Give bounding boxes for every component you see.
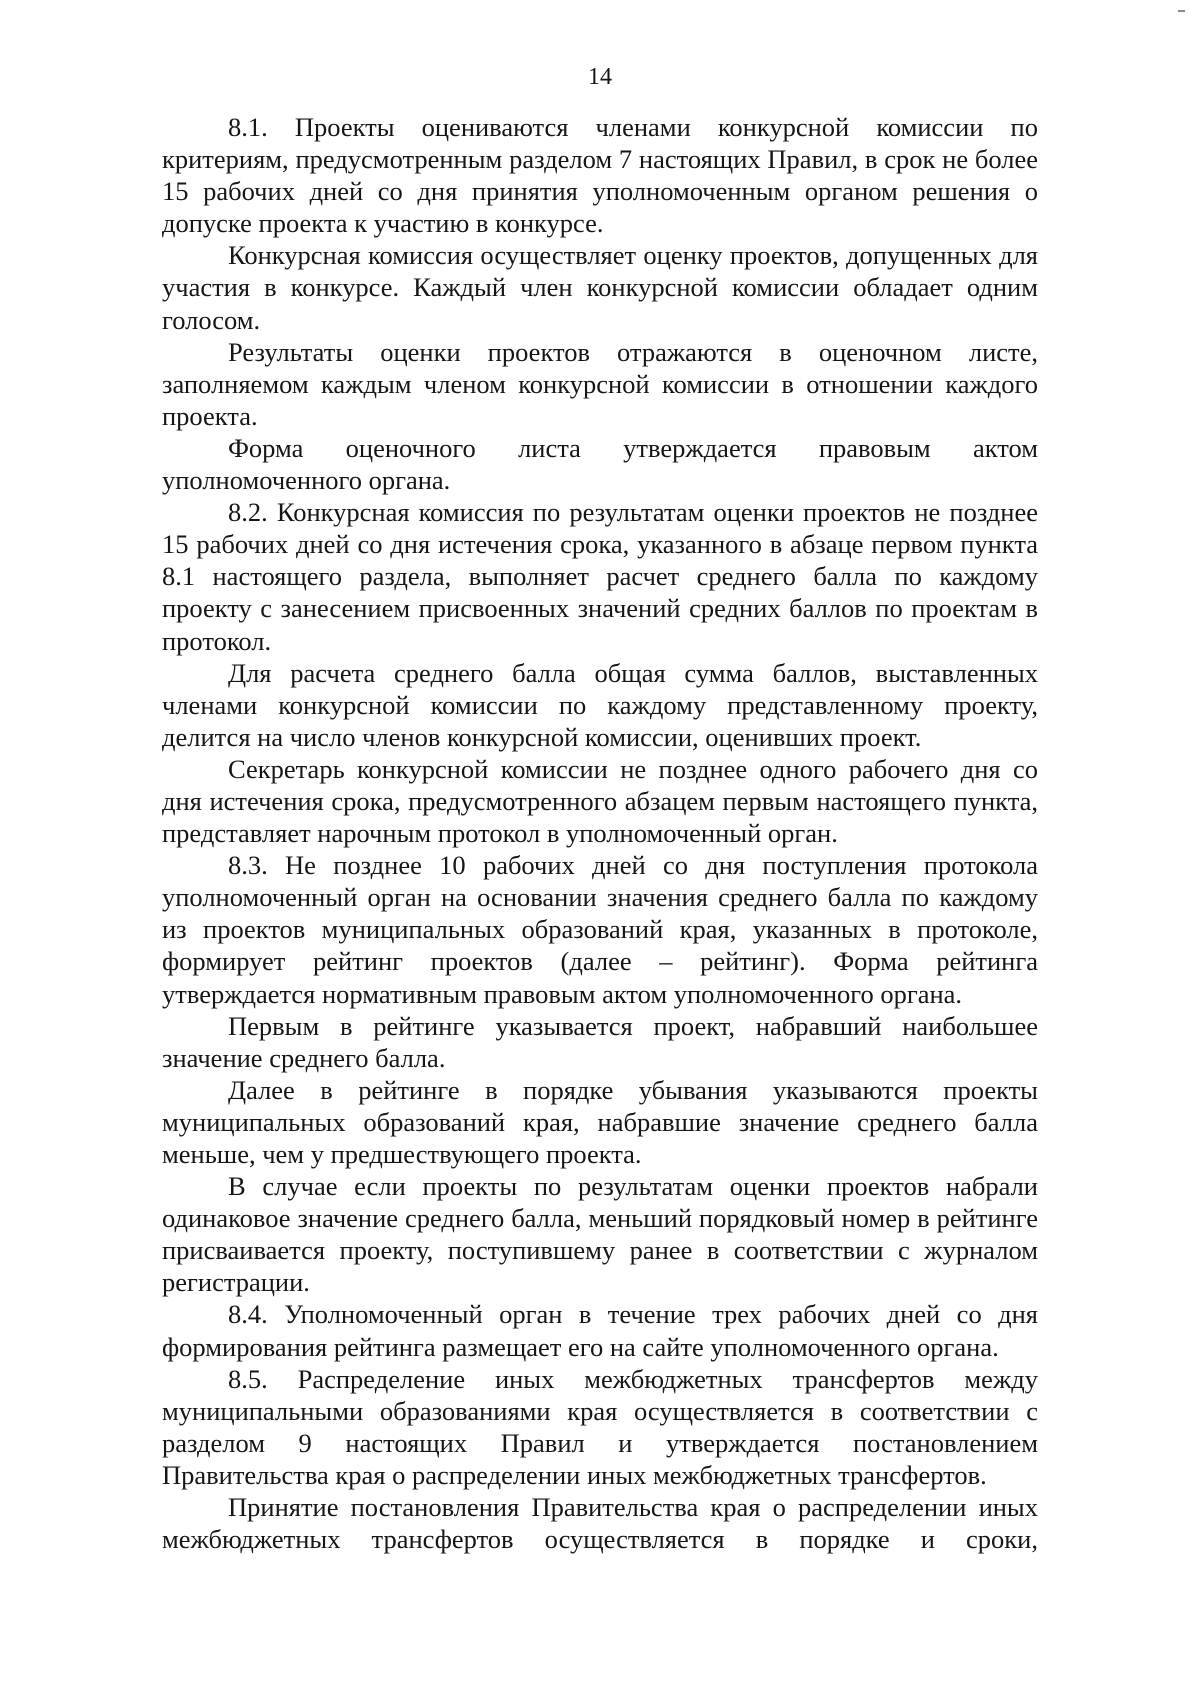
paragraph-rating-first: Первым в рейтинге указывается проект, набравший наибольшее значение среднего балла. xyxy=(162,1010,1038,1073)
paragraph-8-2: 8.2. Конкурсная комиссия по результатам оценки проектов не позднее 15 рабочих дней со дня истечения срока, указанного в абзаце первом пункта 8.1 настоящего раздела, выполняет расчет среднего балла по каждому проекту с занесением присвоенных значений средних баллов по проектам в протокол. xyxy=(162,497,1038,656)
page-number: 14 xyxy=(588,64,612,90)
paragraph-secretary: Секретарь конкурсной комиссии не позднее одного рабочего дня со дня истечения срока, предусмотренного абзацем первым настоящего пункта, представляет нарочным протокол в уполномоченный орган. xyxy=(162,753,1038,849)
paragraph-8-4: 8.4. Уполномоченный орган в течение трех рабочих дней со дня формирования рейтинга размещает его на сайте уполномоченного органа. xyxy=(162,1299,1038,1362)
paragraph-commission-assessment: Конкурсная комиссия осуществляет оценку проектов, допущенных для участия в конкурсе. Каждый член конкурсной комиссии обладает одним голосом. xyxy=(162,240,1038,335)
paragraph-equal-score: В случае если проекты по результатам оценки проектов набрали одинаковое значение среднего балла, меньший порядковый номер в рейтинге присваивается проекту, поступившему ранее в соответствии с журналом регистрации. xyxy=(162,1171,1038,1298)
paragraph-average-score: Для расчета среднего балла общая сумма баллов, выставленных членами конкурсной комиссии по каждому представленному проекту, делится на число членов конкурсной комиссии, оценивших проект. xyxy=(162,657,1038,752)
document-body xyxy=(162,111,1038,1555)
paragraph-8-5: 8.5. Распределение иных межбюджетных трансфертов между муниципальными образованиями края осуществляется в соответствии с разделом 9 настоящих Правил и утверждается постановлением Правительства края о распределении иных межбюджетных трансфертов. xyxy=(162,1363,1038,1490)
paragraph-8-1: 8.1. Проекты оцениваются членами конкурсной комиссии по критериям, предусмотренным разделом 7 настоящих Правил, в срок не более 15 рабочих дней со дня принятия уполномоченным органом решения о допуске проекта к участию в конкурсе. xyxy=(162,112,1038,239)
paragraph-assessment-results: Результаты оценки проектов отражаются в оценочном листе, заполняемом каждым членом конкурсной комиссии в отношении каждого проекта. xyxy=(162,336,1038,431)
paragraph-8-3: 8.3. Не позднее 10 рабочих дней со дня поступления протокола уполномоченный орган на основании значения среднего балла по каждому из проектов муниципальных образований края, указанных в протоколе, формирует рейтинг проектов (далее – рейтинг). Форма рейтинга утверждается нормативным правовым актом уполномоченного органа. xyxy=(162,850,1038,1009)
paragraph-assessment-form: Форма оценочного листа утверждается правовым актом уполномоченного органа. xyxy=(162,432,1038,496)
scan-corner-mark xyxy=(1178,10,1185,12)
paragraph-resolution-adoption: Принятие постановления Правительства края о распределении иных межбюджетных трансфертов осуществляется в порядке и сроки, xyxy=(162,1492,1038,1555)
paragraph-rating-order: Далее в рейтинге в порядке убывания указываются проекты муниципальных образований края, набравшие значение среднего балла меньше, чем у предшествующего проекта. xyxy=(162,1074,1038,1169)
